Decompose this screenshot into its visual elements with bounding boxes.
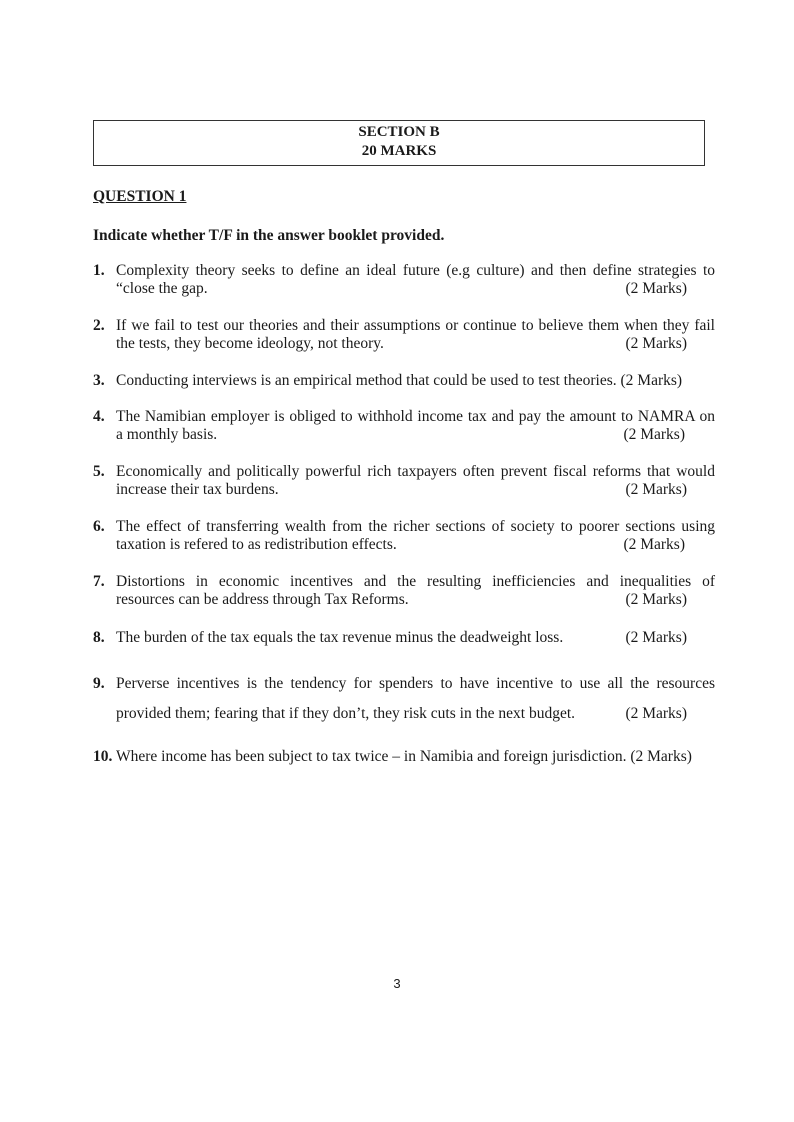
question-number: 4. <box>93 408 105 425</box>
question-number: 1. <box>93 262 105 279</box>
question-item-7 <box>93 573 715 609</box>
question-marks: (2 Marks) <box>623 426 685 443</box>
question-marks: (2 Marks) <box>625 705 687 722</box>
question-text-line1: Perverse incentives is the tendency for spenders to have incentive to use all the resources <box>116 675 715 692</box>
question-number: 2. <box>93 317 105 334</box>
question-marks: (2 Marks) <box>625 335 687 352</box>
question-text-line1: The Namibian employer is obliged to withhold income tax and pay the amount to NAMRA on <box>116 408 715 425</box>
page-number: 3 <box>393 976 401 991</box>
question-number: 9. <box>93 675 105 692</box>
question-heading: QUESTION 1 <box>93 188 187 205</box>
question-item-10 <box>93 748 715 766</box>
section-title: SECTION B <box>358 124 440 140</box>
question-number: 6. <box>93 518 105 535</box>
question-number: 7. <box>93 573 105 590</box>
section-marks: 20 MARKS <box>361 143 437 159</box>
question-number: 10. <box>93 748 113 765</box>
question-marks: (2 Marks) <box>623 536 685 553</box>
question-text-line1: The effect of transferring wealth from the richer sections of society to poorer sections using <box>116 518 715 535</box>
question-text-line1: If we fail to test our theories and their assumptions or continue to believe them when they fail <box>116 317 715 334</box>
question-text-line1: Economically and politically powerful rich taxpayers often prevent fiscal reforms that would <box>116 463 715 480</box>
question-text-line2: taxation is refered to as redistribution effects. <box>116 536 397 553</box>
question-item-6 <box>93 518 715 554</box>
question-text-line2: “close the gap. <box>116 280 208 297</box>
instruction-text: Indicate whether T/F in the answer booklet provided. <box>93 227 445 244</box>
question-text-line2: the tests, they become ideology, not theory. <box>116 335 384 352</box>
question-number: 5. <box>93 463 105 480</box>
section-header-box <box>93 120 705 166</box>
question-text-line2: increase their tax burdens. <box>116 481 279 498</box>
question-marks: (2 Marks) <box>625 481 687 498</box>
question-text-line1: Where income has been subject to tax twice – in Namibia and foreign jurisdiction. (2 Marks) <box>116 748 692 765</box>
question-marks: (2 Marks) <box>625 280 687 297</box>
question-item-3 <box>93 372 715 390</box>
question-text-line2: a monthly basis. <box>116 426 218 443</box>
question-marks: (2 Marks) <box>625 591 687 608</box>
question-text-line2: provided them; fearing that if they don’t, they risk cuts in the next budget. <box>116 705 576 722</box>
question-text-line1: Complexity theory seeks to define an ideal future (e.g culture) and then define strategies to <box>116 262 715 279</box>
question-marks: (2 Marks) <box>625 629 687 646</box>
question-text-line1: The burden of the tax equals the tax revenue minus the deadweight loss. <box>116 629 564 646</box>
question-item-2 <box>93 317 715 353</box>
question-text-line1: Distortions in economic incentives and the resulting inefficiencies and inequalities of <box>116 573 715 590</box>
question-item-5 <box>93 463 715 499</box>
question-item-1 <box>93 262 715 298</box>
question-number: 8. <box>93 629 105 646</box>
question-item-8 <box>93 629 715 647</box>
question-item-9 <box>93 669 715 729</box>
question-number: 3. <box>93 372 105 389</box>
question-text-line2: resources can be address through Tax Reforms. <box>116 591 409 608</box>
question-text-line1: Conducting interviews is an empirical method that could be used to test theories. (2 Marks) <box>116 372 683 389</box>
question-item-4 <box>93 408 715 444</box>
